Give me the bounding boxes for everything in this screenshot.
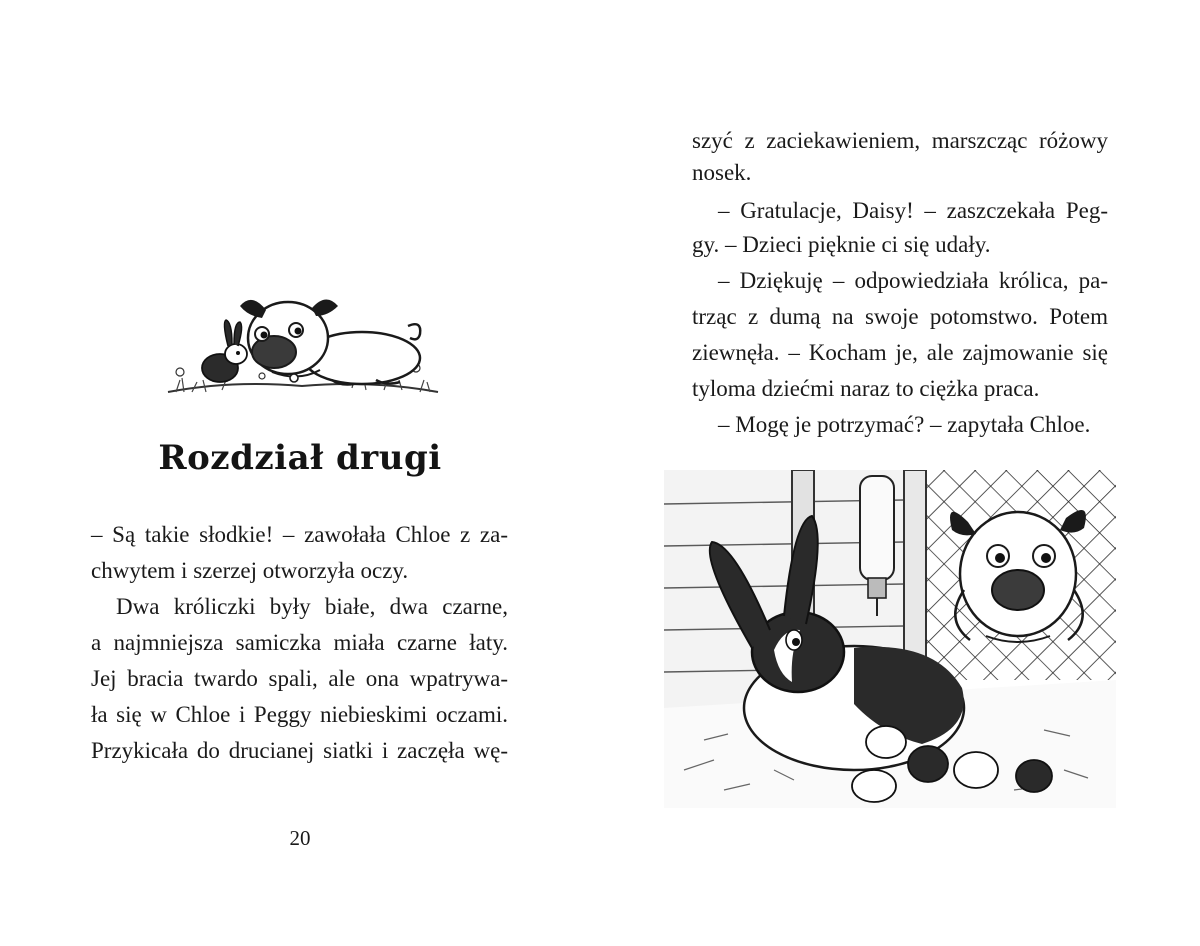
text-line: gy. – Dzieci pięknie ci się udały. — [692, 232, 991, 257]
text-line: chwytem i szerzej otworzyła oczy. — [91, 558, 409, 583]
text-line: szyć z zaciekawieniem, marszcząc różowy — [692, 128, 1108, 153]
page-number: 20 — [289, 826, 311, 850]
text-line: Dwa króliczki były białe, dwa czarne, — [116, 594, 508, 619]
text-line: nosek. — [692, 160, 752, 185]
rabbit-family-hutch-illustration — [664, 470, 1116, 808]
text-line: Przykicała do drucianej siatki i zaczęła wę- — [91, 738, 508, 763]
text-line: a najmniejsza samiczka miała czarne łaty. — [91, 630, 508, 655]
text-line: – Mogę je potrzymać? – zapytała Chloe. — [718, 412, 1091, 437]
text-line: – Są takie słodkie! – zawołała Chloe z za- — [91, 522, 508, 547]
text-line: – Dziękuję – odpowiedziała królica, pa- — [718, 268, 1108, 293]
chapter-title: Rozdział drugi — [158, 438, 442, 478]
text-line: – Gratulacje, Daisy! – zaszczekała Peg- — [718, 198, 1108, 223]
pug-and-bunny-icon — [162, 280, 444, 400]
text-line: ziewnęła. – Kocham je, ale zajmowanie się — [692, 340, 1108, 365]
text-line: trząc z dumą na swoje potomstwo. Potem — [692, 304, 1108, 329]
text-line: Jej bracia twardo spali, ale ona wpatrywa- — [91, 666, 508, 691]
text-line: ła się w Chloe i Peggy niebieskimi oczami. — [91, 702, 508, 727]
text-line: tyloma dziećmi naraz to ciężka praca. — [692, 376, 1040, 401]
